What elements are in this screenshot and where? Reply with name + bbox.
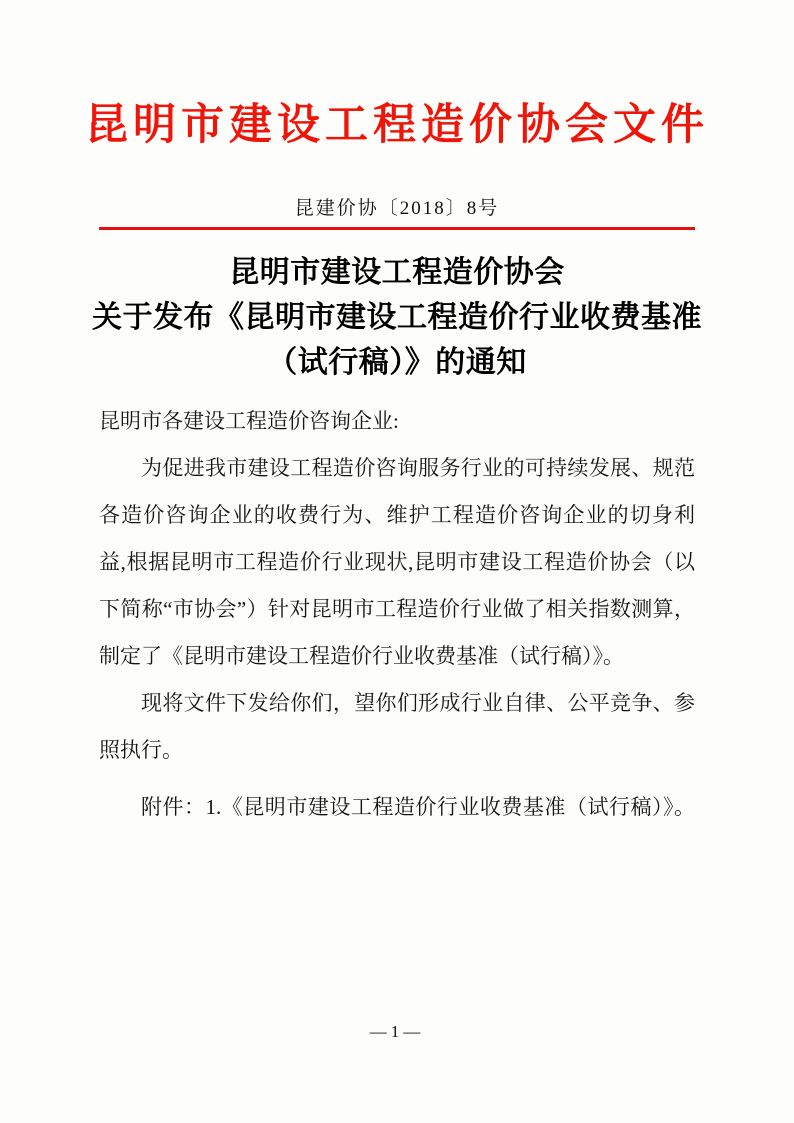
body-line: 现将文件下发给你们，望你们形成行业自律、公平竞争、参 <box>141 691 695 715</box>
document-title-line: 昆明市建设工程造价协会 <box>229 256 565 289</box>
document-title-line: （试行稿）》的通知 <box>267 346 527 379</box>
body-line: 下简称“市协会”）针对昆明市工程造价行业做了相关指数测算， <box>99 597 695 621</box>
document-body <box>99 398 695 831</box>
body-line: 各造价咨询企业的收费行为、维护工程造价咨询企业的切身利 <box>99 503 695 527</box>
red-divider-rule <box>99 227 695 230</box>
page-number: —1— <box>369 1022 425 1041</box>
body-line: 制定了《昆明市建设工程造价行业收费基准（试行稿）》。 <box>99 644 624 668</box>
document-title <box>50 250 744 385</box>
letterhead-org-title: 昆明市建设工程造价协会文件 <box>85 101 709 149</box>
document-number: 昆建价协〔2018〕8号 <box>294 198 500 219</box>
salutation-line: 昆明市各建设工程造价咨询企业: <box>99 409 399 433</box>
body-line: 照执行。 <box>99 738 183 762</box>
document-title-line: 关于发布《昆明市建设工程造价行业收费基准 <box>92 301 702 334</box>
attachment-line: 附件：1.《昆明市建设工程造价行业收费基准（试行稿）》。 <box>141 795 695 819</box>
body-line: 为促进我市建设工程造价咨询服务行业的可持续发展、规范 <box>141 456 695 480</box>
body-line: 益,根据昆明市工程造价行业现状,昆明市建设工程造价协会（以 <box>99 550 695 574</box>
